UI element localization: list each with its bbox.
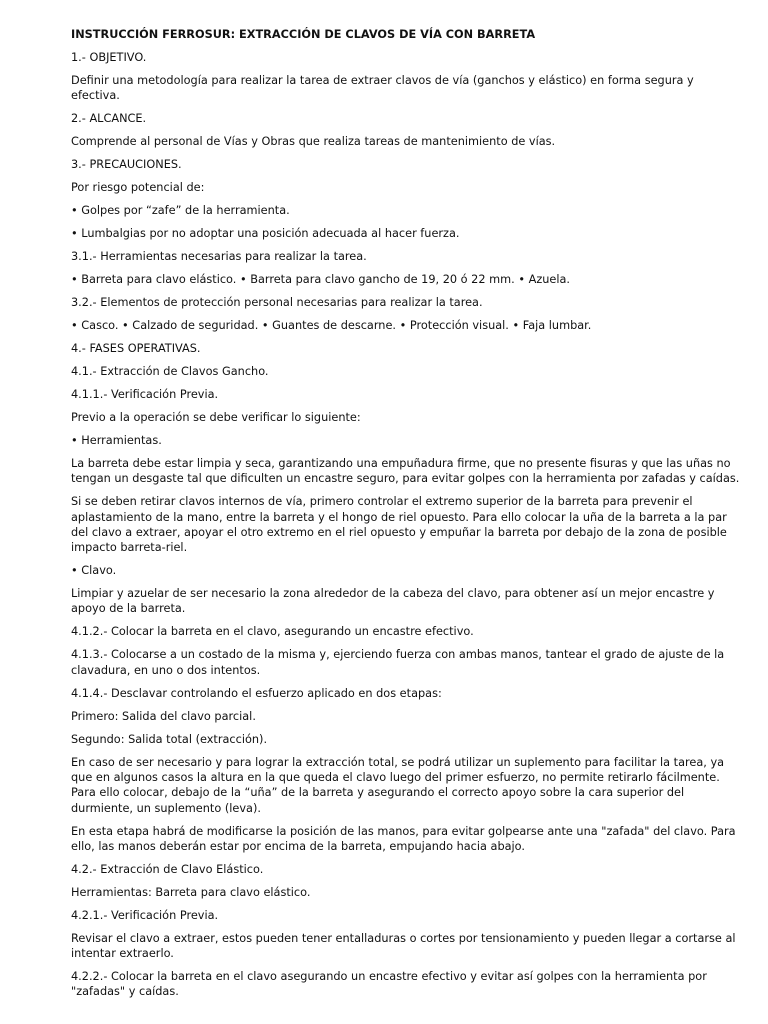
heading-alcance: 2.- ALCANCE. xyxy=(71,112,147,126)
step-4-1-4: 4.1.4.- Desclavar controlando el esfuerzo aplicado en dos etapas: xyxy=(71,686,442,700)
paragraph-primero: Primero: Salida del clavo parcial. xyxy=(71,709,256,723)
document-title: INSTRUCCIÓN FERROSUR: EXTRACCIÓN DE CLAVOS DE VÍA CON BARRETA xyxy=(71,28,536,41)
heading-verificacion-previa-2: 4.2.1.- Verificación Previa. xyxy=(71,908,219,922)
heading-proteccion: 3.2.- Elementos de protección personal necesarias para realizar la tarea. xyxy=(71,296,483,310)
heading-clavos-gancho: 4.1.- Extracción de Clavos Gancho. xyxy=(71,365,269,379)
paragraph-previo: Previo a la operación se debe verificar lo siguiente: xyxy=(71,411,361,425)
bullet-herramientas: • Herramientas. xyxy=(71,434,162,448)
bullet-clavo: • Clavo. xyxy=(71,564,117,578)
heading-objetivo: 1.- OBJETIVO. xyxy=(71,50,147,64)
paragraph-manos: En esta etapa habrá de modificarse la posición de las manos, para evitar golpearse ante una "zafada" del clavo. Para ello, las manos deberán estar por encima de la barreta, empujando hacia abajo. xyxy=(71,824,736,853)
bullet-golpes: • Golpes por “zafe” de la herramienta. xyxy=(71,204,290,218)
heading-herramientas: 3.1.- Herramientas necesarias para realizar la tarea. xyxy=(71,250,367,264)
paragraph-limpiar: Limpiar y azuelar de ser necesario la zona alrededor de la cabeza del clavo, para obtener así un mejor encastre y apoyo de la barreta. xyxy=(71,587,715,616)
bullet-lumbalgias: • Lumbalgias por no adoptar una posición adecuada al hacer fuerza. xyxy=(71,227,460,241)
paragraph-riesgo: Por riesgo potencial de: xyxy=(71,181,205,195)
paragraph-segundo: Segundo: Salida total (extracción). xyxy=(71,732,268,746)
step-4-2-2: 4.2.2.- Colocar la barreta en el clavo asegurando un encastre efectivo y evitar así golpes con la herramienta por "zafadas" y caídas. xyxy=(71,970,707,999)
paragraph-suplemento: En caso de ser necesario y para lograr la extracción total, se podrá utilizar un suplemento para facilitar la tarea, ya que en algunos casos la altura en la que queda el clavo luego del primer esfuerzo, no permite retirarlo fácilmente. Para ello colocar, debajo de la “uña” de la barreta y asegurando el correcto apoyo sobre la cara superior del durmiente, un suplemento (leva). xyxy=(71,755,725,815)
paragraph-clavos-internos: Si se deben retirar clavos internos de vía, primero controlar el extremo superior de la barreta para prevenir el aplastamiento de la mano, entre la barreta y el hongo de riel opuesto. Para ello colocar la uña de la barreta a la par del clavo a extraer, apoyar el otro extremo en el riel opuesto y empuñar la barreta por debajo de la zona de posible impacto barreta-riel. xyxy=(71,495,727,555)
document-page xyxy=(71,27,746,1007)
bullet-proteccion-list: • Casco. • Calzado de seguridad. • Guantes de descarne. • Protección visual. • Faja lumbar. xyxy=(71,319,592,333)
heading-fases: 4.- FASES OPERATIVAS. xyxy=(71,342,201,356)
paragraph-herramientas-elastico: Herramientas: Barreta para clavo elástico. xyxy=(71,885,311,899)
step-4-1-2: 4.1.2.- Colocar la barreta en el clavo, asegurando un encastre efectivo. xyxy=(71,625,474,639)
bullet-herramientas-list: • Barreta para clavo elástico. • Barreta para clavo gancho de 19, 20 ó 22 mm. • Azuela. xyxy=(71,273,571,287)
heading-verificacion-previa: 4.1.1.- Verificación Previa. xyxy=(71,388,219,402)
paragraph-objetivo: Definir una metodología para realizar la tarea de extraer clavos de vía (ganchos y elástico) en forma segura y efectiva. xyxy=(71,73,694,103)
paragraph-alcance: Comprende al personal de Vías y Obras que realiza tareas de mantenimiento de vías. xyxy=(71,135,556,149)
paragraph-barreta: La barreta debe estar limpia y seca, garantizando una empuñadura firme, que no presente fisuras y que las uñas no tengan un desgaste tal que dificulten un encastre seguro, para evitar golpes con la herramienta por zafadas y caídas. xyxy=(71,457,740,486)
heading-clavo-elastico: 4.2.- Extracción de Clavo Elástico. xyxy=(71,862,264,876)
paragraph-revisar: Revisar el clavo a extraer, estos pueden tener entalladuras o cortes por tensionamiento y pueden llegar a cortarse al intentar extraerlo. xyxy=(71,931,736,961)
step-4-1-3: 4.1.3.- Colocarse a un costado de la misma y, ejerciendo fuerza con ambas manos, tantear el grado de ajuste de la clavadura, en uno o dos intentos. xyxy=(71,648,725,677)
heading-precauciones: 3.- PRECAUCIONES. xyxy=(71,158,182,172)
